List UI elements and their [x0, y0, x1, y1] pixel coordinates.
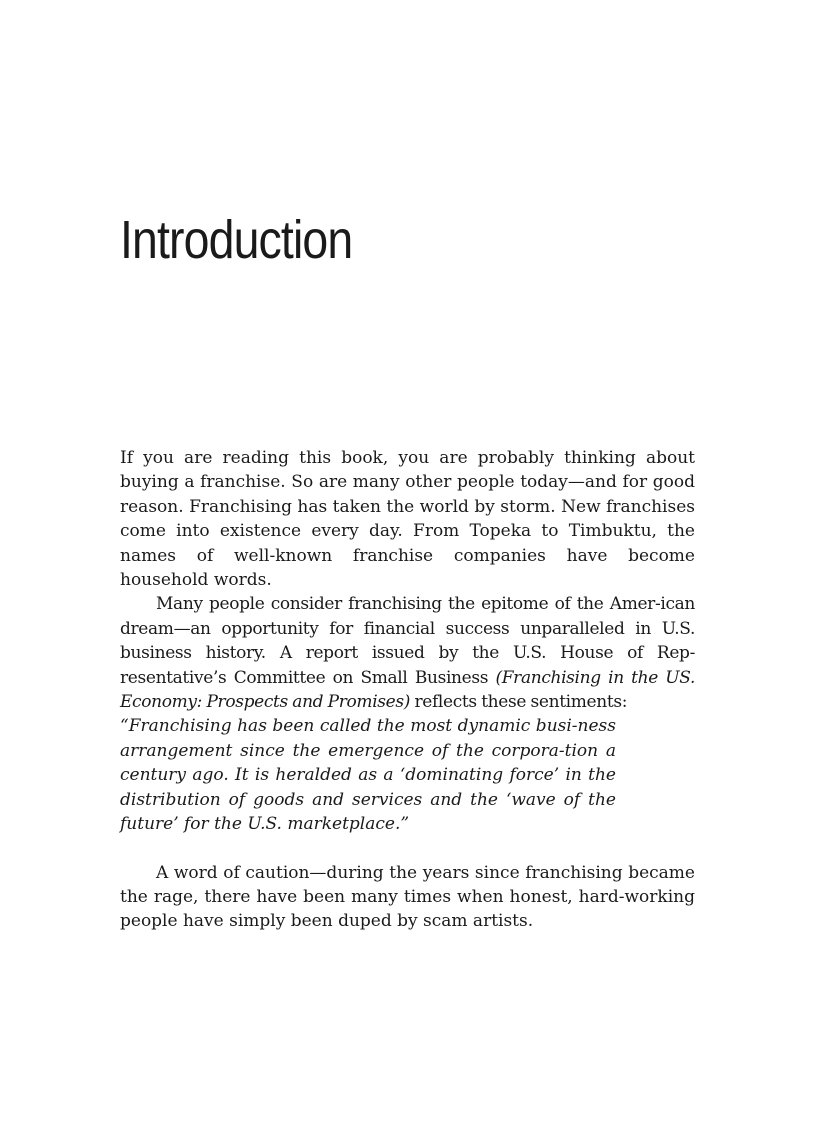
- paragraph-3: A word of caution—during the years since franchising became the rage, there have been many times when honest, hard-working people have simply been duped by scam artists.: [120, 862, 695, 932]
- paragraph-2-ending: reflects these sentiments:: [410, 692, 628, 713]
- paragraph-2-text: Many people consider franchising the epitome of the Amer-ican dream—an opportunity for financial success unparalleled in U.S. business history. A report issued by the U.S. House of Rep-resentative’s Committee on Small Business: [120, 594, 695, 688]
- block-quote: “Franchising has been called the most dynamic busi-ness arrangement since the emergence of the corpora-tion a century ago. It is heralded as a ‘dominating force’ in the distribution of goods and services and the ‘wave of the future’ for the U.S. marketplace.”: [120, 716, 616, 835]
- paragraph-gap: [120, 837, 695, 861]
- body-text: [120, 446, 695, 934]
- paragraph-1: If you are reading this book, you are probably thinking about buying a franchise. So are many other people today—and for good reason. Franchising has taken the world by storm. New franchises come into existence every day. From Topeka to Timbuktu, the names of well-known franchise companies have become household words.: [120, 448, 695, 591]
- report-title: (Franchising in the US. Economy: Prospects and Promises): [120, 667, 695, 713]
- paragraph-2: [120, 592, 695, 714]
- chapter-title: Introduction: [120, 210, 353, 270]
